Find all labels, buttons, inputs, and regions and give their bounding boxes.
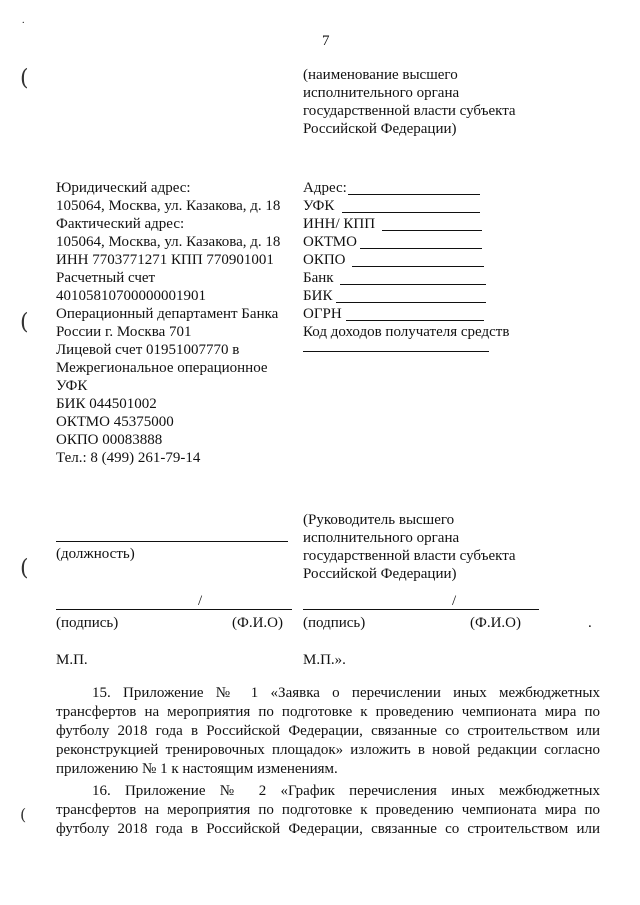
detail-line: Фактический адрес: <box>56 216 185 232</box>
detail-line: 105064, Москва, ул. Казакова, д. 18 <box>56 198 281 214</box>
signature-slash-right: / <box>452 593 457 609</box>
text-line: исполнительного органа <box>303 85 460 101</box>
field-bank-label: Банк <box>303 270 334 286</box>
field-ufk-blank <box>342 212 480 213</box>
field-oktmo-blank <box>360 248 482 249</box>
signature-label-right: (подпись) <box>303 615 366 631</box>
paragraph-15 <box>56 684 600 779</box>
field-ogrn-blank <box>346 320 484 321</box>
detail-line: ИНН 7703771271 КПП 770901001 <box>56 252 274 268</box>
detail-line: УФК <box>56 378 88 394</box>
detail-line: Тел.: 8 (499) 261-79-14 <box>56 450 201 466</box>
field-inn-kpp-label: ИНН/ КПП <box>303 216 376 232</box>
binding-hole-mark: ( <box>20 556 29 581</box>
detail-line: ОКТМО 45375000 <box>56 414 174 430</box>
paragraph-line: футболу 2018 года в Российской Федерации, связанные со строительством или <box>56 723 600 739</box>
text-line: (Руководитель высшего <box>303 512 455 528</box>
paragraph-line: реконструкцией тренировочных площадок» изложить в новой редакции согласно <box>56 742 600 758</box>
detail-line: Лицевой счет 01951007770 в <box>56 342 240 358</box>
income-code-blank <box>303 351 489 352</box>
field-bik-blank <box>336 302 486 303</box>
recipient-header <box>303 66 516 138</box>
paragraph-line: 15. Приложение № 1 «Заявка о перечислении иных межбюджетных <box>92 685 600 701</box>
signature-blank-left <box>56 609 292 610</box>
field-ogrn-label: ОГРН <box>303 306 342 322</box>
binding-hole-mark: ( <box>20 805 27 824</box>
detail-line: России г. Москва 701 <box>56 324 192 340</box>
detail-line: БИК 044501002 <box>56 396 157 412</box>
paragraph-line: футболу 2018 года в Российской Федерации, связанные со строительством или <box>56 821 600 837</box>
field-address-label: Адрес: <box>303 180 347 196</box>
payer-details <box>56 179 280 467</box>
signature-slash-left: / <box>198 593 203 609</box>
stamp-place-right: М.П.». <box>303 652 346 668</box>
signature-label-left: (подпись) <box>56 615 119 631</box>
text-line: государственной власти субъекта <box>303 548 516 564</box>
detail-line: 40105810700000001901 <box>56 288 206 304</box>
text-line: (наименование высшего <box>303 67 458 83</box>
detail-line: ОКПО 00083888 <box>56 432 163 448</box>
scan-dot: . <box>22 15 25 26</box>
scan-dot: . <box>588 615 592 631</box>
paragraph-line: трансфертов на мероприятия по подготовке к проведению чемпионата мира по <box>56 704 600 720</box>
paragraph-line: трансфертов на мероприятия по подготовке к проведению чемпионата мира по <box>56 802 600 818</box>
field-bank-blank <box>340 284 486 285</box>
text-line: государственной власти субъекта <box>303 103 516 119</box>
detail-line: Операционный департамент Банка <box>56 306 279 322</box>
field-inn-kpp-blank <box>382 230 482 231</box>
detail-line: Юридический адрес: <box>56 180 191 196</box>
field-oktmo-label: ОКТМО <box>303 234 357 250</box>
detail-line: Межрегиональное операционное <box>56 360 268 376</box>
signature-blank-right <box>303 609 539 610</box>
income-code-label: Код доходов получателя средств <box>303 324 510 340</box>
position-label: (должность) <box>56 546 135 562</box>
detail-line: 105064, Москва, ул. Казакова, д. 18 <box>56 234 281 250</box>
head-label <box>303 511 516 583</box>
field-bik-label: БИК <box>303 288 333 304</box>
position-blank <box>56 541 288 542</box>
binding-hole-mark: ( <box>20 310 29 335</box>
text-line: исполнительного органа <box>303 530 460 546</box>
field-okpo-label: ОКПО <box>303 252 346 268</box>
name-label-right: (Ф.И.О) <box>470 615 522 631</box>
name-label-left: (Ф.И.О) <box>232 615 284 631</box>
text-line: Российской Федерации) <box>303 121 457 137</box>
paragraph-line: приложению № 1 к настоящим изменениям. <box>56 761 338 777</box>
field-address-blank <box>348 194 480 195</box>
stamp-place-left: М.П. <box>56 652 88 668</box>
detail-line: Расчетный счет <box>56 270 156 286</box>
page-number: 7 <box>322 33 330 49</box>
text-line: Российской Федерации) <box>303 566 457 582</box>
field-okpo-blank <box>352 266 484 267</box>
paragraph-line: 16. Приложение № 2 «График перечисления иных межбюджетных <box>92 783 600 799</box>
binding-hole-mark: ( <box>20 66 29 91</box>
field-ufk-label: УФК <box>303 198 335 214</box>
paragraph-16 <box>56 782 600 839</box>
